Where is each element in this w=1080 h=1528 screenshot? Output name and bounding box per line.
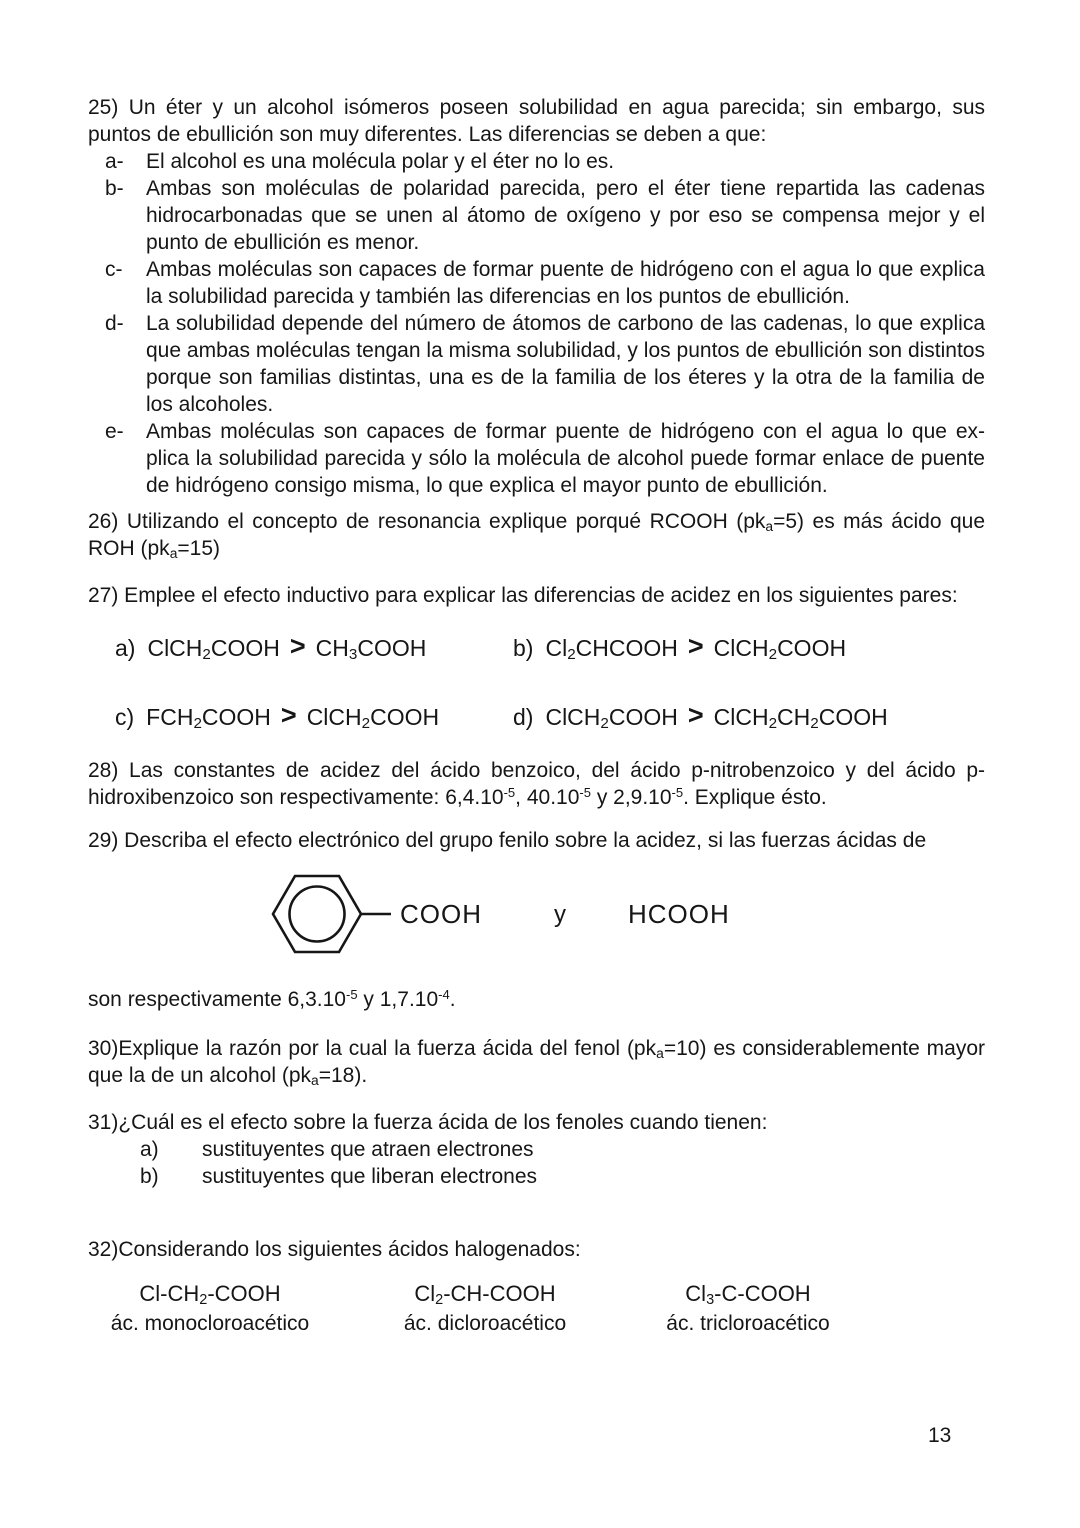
acid-name: ác. tricloroacético <box>666 1312 830 1335</box>
formula-left: $FCH_2COOH$ <box>146 704 271 732</box>
sub-item <box>140 1136 985 1163</box>
acid-name: ác. dicloroacético <box>403 1312 567 1335</box>
greater-than-symbol: > <box>280 700 297 730</box>
formula-left: ClCH$_2$COOH <box>545 704 678 732</box>
question-29 <box>88 827 985 1013</box>
question-25-options <box>105 148 985 499</box>
acid-name: ác. monocloroacético <box>110 1312 310 1335</box>
option-text: Ambas moléculas son capaces de formar puente de hidrógeno con el agua lo que explica la solubilidad parecida y también las diferencias en los puntos de ebullición. <box>146 258 985 308</box>
greater-than-symbol: > <box>289 631 306 661</box>
acidity-pair <box>513 700 985 732</box>
question-27-text: 27) Emplee el efecto inductivo para explicar las diferencias de acidez en los siguientes pares: <box>88 584 958 607</box>
acid-formula: $Cl_3-C$-COOH <box>685 1281 811 1308</box>
hcooh-formula: HCOOH <box>628 898 730 929</box>
acidity-pair <box>513 631 985 663</box>
pair-label: c) <box>115 704 135 730</box>
question-28 <box>88 757 985 811</box>
question-29-text: 29) Describa el efecto electrónico del grupo fenilo sobre la acidez, si las fuerzas ácidas de <box>88 829 927 852</box>
question-31-text: 31)¿Cuál es el efecto sobre la fuerza ácida de los fenoles cuando tienen: <box>88 1111 768 1134</box>
option-text: Ambas son moléculas de polaridad parecida, pero el éter tiene repartida las cadenas hidrocarbonadas que se unen al átomo de oxígeno y por eso se compensa mejor y el punto de ebullición es menor. <box>146 177 985 254</box>
question-26-text: 26) Utilizando el concepto de resonancia explique porqué RCOOH $(pk_a=5)$ es más ácido que ROH $(pk_a=15)$ <box>88 510 985 561</box>
acid-formula: $Cl-CH_2$-COOH <box>139 1281 281 1308</box>
option-row <box>105 256 985 310</box>
acid-column <box>374 1280 596 1337</box>
option-row <box>105 310 985 418</box>
question-32 <box>88 1236 985 1337</box>
option-text: Ambas moléculas son capaces de formar puente de hidrógeno con el agua lo que ex- plica la solubilidad parecida y sólo la molécula de alcohol puede formar enlace de puente de hidrógeno consigo misma, lo que explica el mayor punto de ebullición. <box>146 420 985 497</box>
halogenated-acids <box>88 1280 985 1337</box>
sub-item-text: sustituyentes que liberan electrones <box>202 1165 538 1188</box>
option-letter: b- <box>105 177 124 200</box>
pair-label: b) <box>513 635 534 661</box>
acid-formula: $Cl_2-CH$-COOH <box>414 1281 556 1308</box>
question-25-text: 25) Un éter y un alcohol isómeros poseen solubilidad en agua parecida; sin embargo, sus puntos de ebullición son muy diferentes. Las diferencias se deben a que: <box>88 96 985 146</box>
question-27 <box>88 582 985 731</box>
page-number: 13 <box>928 1424 952 1447</box>
greater-than-symbol: > <box>687 631 704 661</box>
sub-item-label: a) <box>140 1138 159 1161</box>
formula-right: $CH_3COOH$ <box>315 635 427 663</box>
formula-right: $ClCH_2CH_2COOH$ <box>713 704 888 732</box>
sub-item <box>140 1163 985 1190</box>
formula-left: $Cl_2CHCOOH$ <box>545 635 678 663</box>
sub-item-text: sustituyentes que atraen electrones <box>202 1138 534 1161</box>
question-30 <box>88 1035 985 1089</box>
option-letter: e- <box>105 420 124 443</box>
cooh-formula: COOH <box>400 898 482 929</box>
question-31 <box>88 1109 985 1190</box>
formula-right: ClCH$_2$COOH <box>306 704 440 732</box>
option-letter: c- <box>105 258 123 281</box>
sub-item-label: b) <box>140 1165 159 1188</box>
question-29-after-text: son respectivamente $6,3.10^{-5}$ y $1,7.10^{-4}$. <box>88 987 456 1011</box>
option-text: El alcohol es una molécula polar y el éter no lo es. <box>146 150 615 173</box>
acidity-pairs <box>115 631 985 732</box>
pair-label: a) <box>115 635 136 661</box>
question-26 <box>88 508 985 562</box>
acid-column <box>94 1280 326 1337</box>
question-28-text: 28) Las constantes de acidez del ácido benzoico, del ácido p-nitrobenzoico y del ácido p-hidroxibenzoico son respectivamente: $6,4.10^{-5}$, $40.10^{-5}$ y $2,9.10^{-5}$. Explique ésto. <box>88 759 985 809</box>
option-row <box>105 175 985 256</box>
benzene-ring-icon <box>270 868 398 960</box>
question-30-text: 30)Explique la razón por la cual la fuerza ácida del fenol $(pk_a=10)$ es considerablemente mayor que la de un alcohol $(pk_a=18)$. <box>88 1037 986 1088</box>
acid-column <box>636 1280 860 1337</box>
acidity-pair <box>115 700 513 732</box>
question-32-text: 32)Considerando los siguientes ácidos halogenados: <box>88 1238 581 1261</box>
formula-right: ClCH$_2$COOH <box>713 635 847 663</box>
pair-label: d) <box>513 704 534 730</box>
option-row <box>105 148 985 175</box>
option-text: La solubilidad depende del número de átomos de carbono de las cadenas, lo que explica que ambas moléculas tengan la misma solubilidad, y los puntos de ebullición son distintos porque son familias distintas, una es de la familia de los éteres y la otra de la familia de los alcoholes. <box>146 312 985 416</box>
question-25 <box>88 94 985 499</box>
acidity-pair <box>115 631 513 663</box>
option-row <box>105 418 985 499</box>
formula-left: ClCH$_2$COOH <box>147 635 280 663</box>
option-letter: a- <box>105 150 124 173</box>
option-letter: d- <box>105 312 124 335</box>
y-connector: y <box>554 900 566 928</box>
phenyl-cooh-figure <box>270 868 985 960</box>
greater-than-symbol: > <box>687 700 704 730</box>
